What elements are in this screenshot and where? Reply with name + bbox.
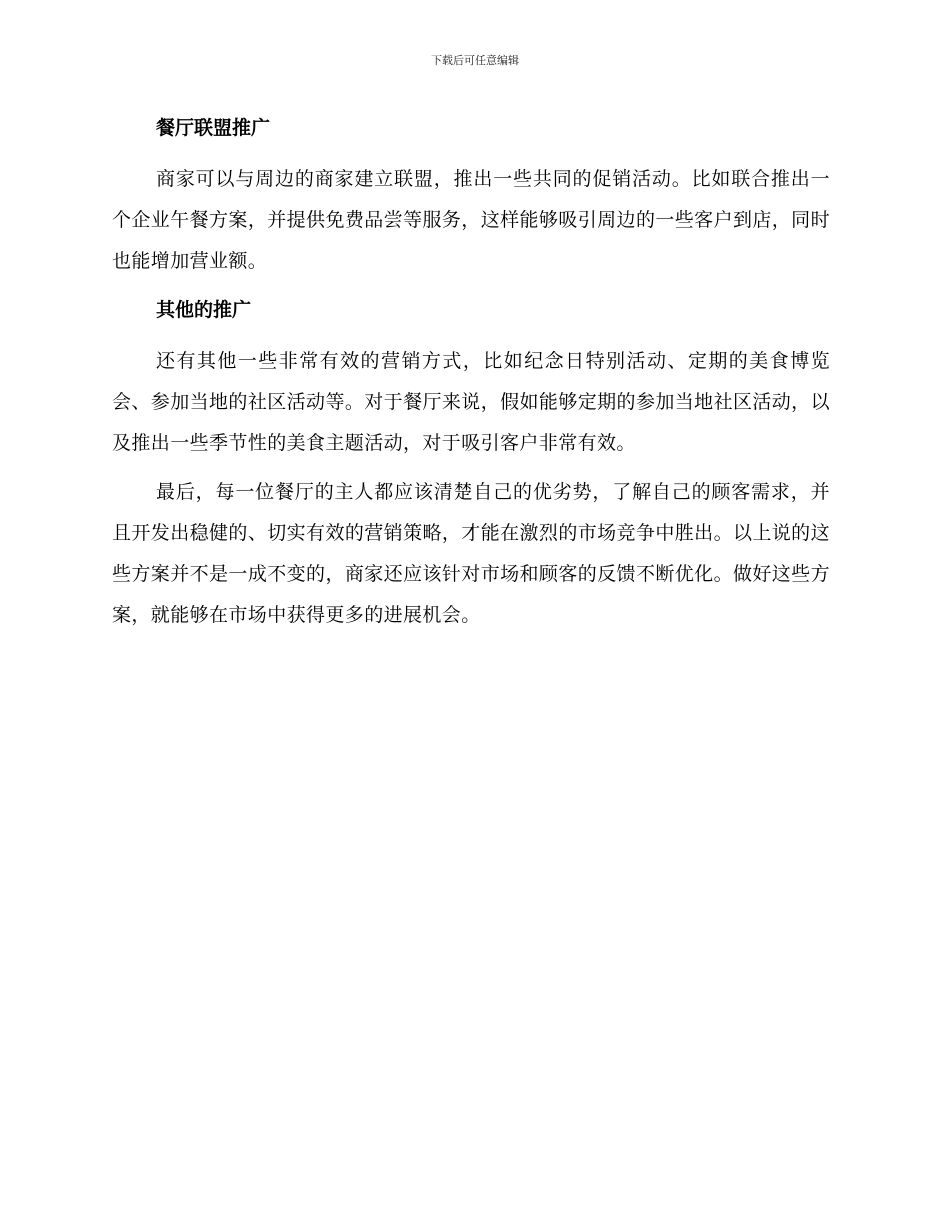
section-heading-alliance: 餐厅联盟推广: [156, 117, 271, 139]
section-paragraph-other: 还有其他一些非常有效的营销方式，比如纪念日特别活动、定期的美食博览会、参加当地的社区活动等。对于餐厅来说，假如能够定期的参加当地社区活动，以及推出一些季节性的美食主题活动，对于吸引客户非常有效。: [112, 350, 830, 454]
section-heading-other: 其他的推广: [156, 299, 252, 321]
closing-paragraph: 最后，每一位餐厅的主人都应该清楚自己的优劣势，了解自己的顾客需求，并且开发出稳健的、切实有效的营销策略，才能在激烈的市场竞争中胜出。以上说的这些方案并不是一成不变的，商家还应该针对市场和顾客的反馈不断优化。做好这些方案，就能够在市场中获得更多的进展机会。: [112, 481, 830, 626]
document-body: [112, 108, 830, 636]
page-header-note: 下载后可任意编辑: [431, 54, 519, 67]
section-paragraph-alliance: 商家可以与周边的商家建立联盟，推出一些共同的促销活动。比如联合推出一个企业午餐方案，并提供免费品尝等服务，这样能够吸引周边的一些客户到店，同时也能增加营业额。: [112, 168, 830, 272]
